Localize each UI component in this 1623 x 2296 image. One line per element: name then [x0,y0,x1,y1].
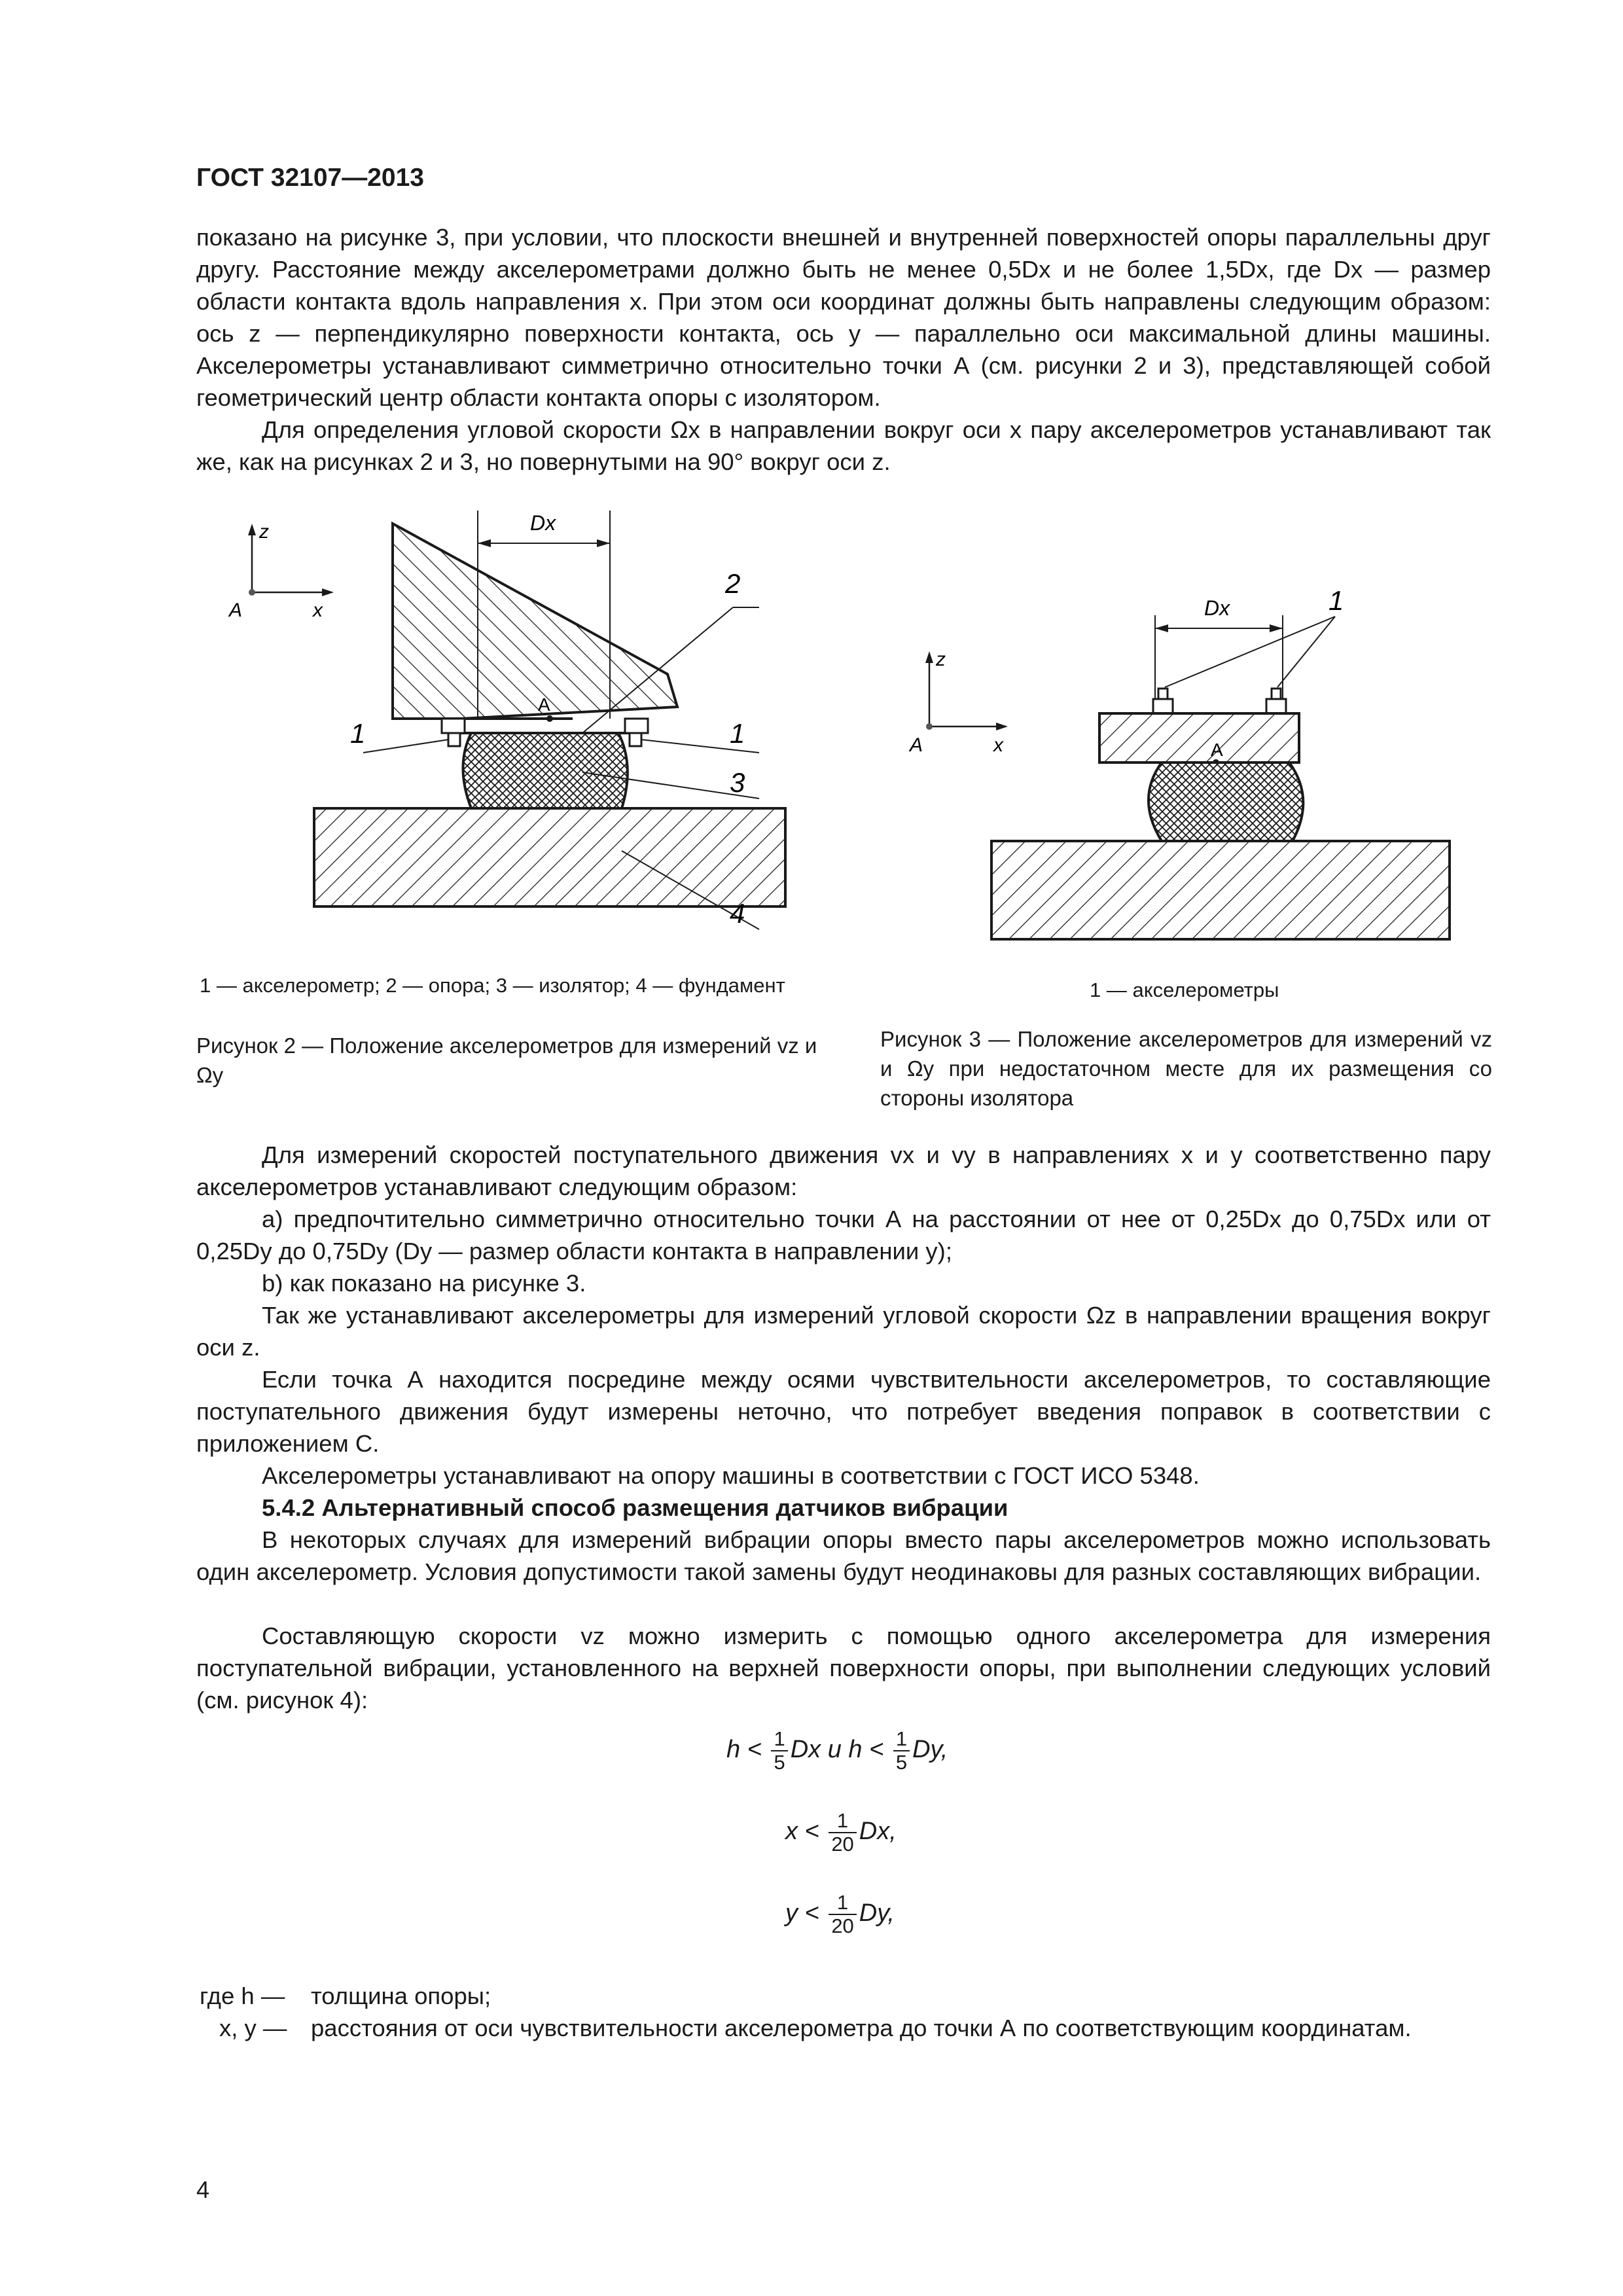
fig2-point-a: A [538,694,550,715]
page-number: 4 [196,2176,210,2203]
support-shape [1099,713,1299,762]
paragraph-8: Акселерометры устанавливают на опору машины в соответствии с ГОСТ ИСО 5348. [262,1462,1200,1489]
where-xy-label: x, y — [219,2015,287,2041]
fig2-label-1-left: 1 [350,718,366,749]
foundation-shape [314,808,785,906]
fig3-point-a-label: A [910,734,923,756]
figure-3-legend: 1 — акселерометры [1090,978,1279,1001]
formula-1: h < $\frac{1}{5}$ Dx и h < $\frac{1}{5}$ Dy, [726,1727,948,1774]
paragraph-7: Если точка А находится посредине между осями чувствительности акселерометров, то составляющие поступательного движения будут измерены неточно, что потребует введения поправок в соответствии с приложением С. [196,1366,1491,1457]
paragraph-4: a) предпочтительно симметрично относительно точки А на расстоянии от нее от 0,25Dx до 0,75Dx или от 0,25Dy до 0,75Dy (Dy — размер области контакта в направлении y); [196,1206,1491,1265]
paragraph-5: b) как показано на рисунке 3. [262,1270,586,1297]
where-h-text: толщина опоры; [311,1982,491,2009]
formula-2: x < $\frac{1}{20}$ Dx, [785,1809,897,1856]
paragraph-9: В некоторых случаях для измерений вибрации опоры вместо пары акселерометров можно использовать один акселерометр. Условия допустимости такой замены будут неодинаковы для разных составляющих вибрации. [196,1526,1491,1585]
fig2-axis-z: z [259,521,269,543]
paragraph-3: Для измерений скоростей поступательного движения vx и vy в направлениях x и y соответственно пару акселерометров устанавливают следующим образом: [196,1141,1491,1200]
fig2-axis-x: x [313,600,323,621]
where-xy-text: расстояния от оси чувствительности акселерометра до точки А по соответствующим координатам. [311,2015,1412,2041]
paragraph-10: Составляющую скорости vz можно измерить с помощью одного акселерометра для измерения поступательной вибрации, установленного на верхней поверхности опоры, при выполнении следующих условий (см. рисунок 4): [196,1623,1491,1713]
fig2-label-3: 3 [730,767,745,798]
figure-2-caption: Рисунок 2 — Положение акселерометров для измерений vz и Ωy [196,1033,817,1087]
fig3-dim-label: Dx [1204,596,1230,620]
accelerometer-left-icon [442,719,465,746]
where-h-label: где h — [200,1982,285,2009]
fig3-axis-z: z [936,649,946,670]
isolator-shape [1149,762,1303,841]
section-heading: 5.4.2 Альтернативный способ размещения датчиков вибрации [262,1494,1008,1521]
fig3-point-a: A [1211,740,1223,760]
fig2-label-1-right: 1 [730,718,745,749]
fig2-point-a-label: A [229,600,243,621]
fig3-axis-x: x [993,734,1003,756]
figure-3-caption: Рисунок 3 — Положение акселерометров для измерений vz и Ωy при недостаточном месте для их размещения со стороны изолятора [880,1027,1492,1110]
fig2-label-2: 2 [725,568,741,599]
paragraph-6: Так же устанавливают акселерометры для измерений угловой скорости Ωz в направлении вращения вокруг оси z. [196,1302,1491,1361]
formula-3: y < $\frac{1}{20}$ Dy, [785,1891,895,1937]
accelerometer-left-icon [1153,689,1173,713]
fig2-label-4: 4 [730,898,745,929]
paragraph-1: показано на рисунке 3, при условии, что плоскости внешней и внутренней поверхностей опоры параллельны друг другу. Расстояние между акселерометрами должно быть не менее 0,5Dx и не более 1,5Dx, где Dx — размер области контакта вдоль направления x. При этом оси координат должны быть направлены следующим образом: ось z — перпендикулярно поверхности контакта, ось y — параллельно оси максимальной длины машины. Акселерометры устанавливают симметрично относительно точки А (см. рисунки 2 и 3), представляющей собой геометрический центр области контакта опоры с изолятором. [196,224,1491,411]
fig2-dim-label: Dx [530,511,556,535]
foundation-shape [991,841,1450,939]
accelerometer-right-icon [625,719,648,746]
figure-2 [196,511,818,969]
figure-2-legend: 1 — акселерометр; 2 — опора; 3 — изолятор; 4 — фундамент [200,974,785,997]
paragraph-2: Для определения угловой скорости Ωx в направлении вокруг оси x пару акселерометров устанавливают так же, как на рисунках 2 и 3, но повернутыми на 90° вокруг оси z. [196,416,1491,475]
document-header: ГОСТ 32107—2013 [196,164,424,192]
isolator-shape [463,733,628,808]
fig3-label-1: 1 [1329,585,1344,616]
figure-3 [903,576,1505,969]
